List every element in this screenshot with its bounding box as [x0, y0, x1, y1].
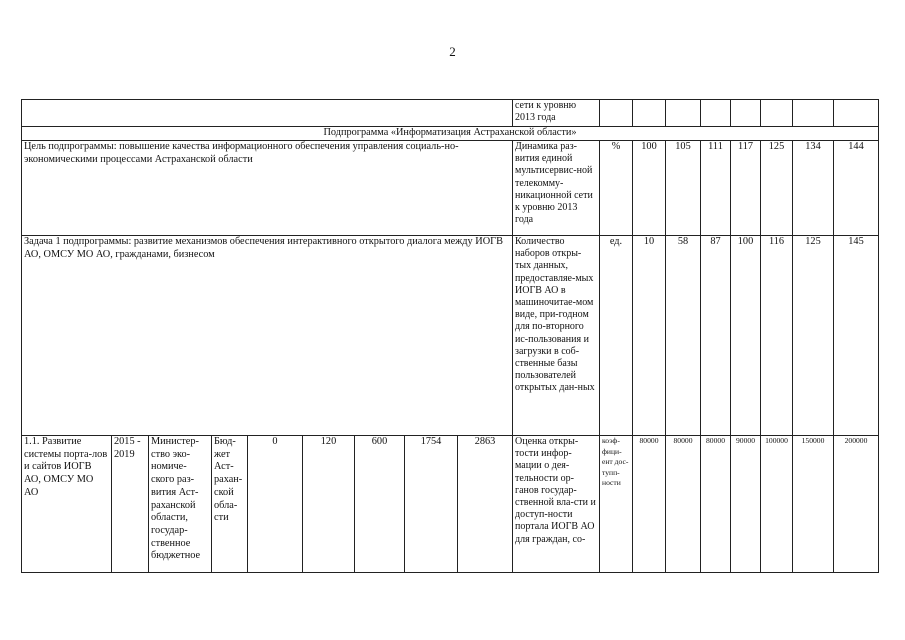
measure-amount: 120 [303, 436, 355, 573]
goal-value: 125 [761, 141, 793, 236]
subprogram-title-row [22, 127, 879, 141]
goal-unit: % [600, 141, 633, 236]
task-value: 10 [633, 236, 666, 436]
goal-text: Цель подпрограммы: повышение качества информационного обеспечения управления социаль-но-экономическими процессами Астраханской области [22, 141, 513, 236]
program-table [21, 99, 879, 573]
value-cell [633, 100, 666, 127]
goal-value: 117 [731, 141, 761, 236]
task-value: 58 [666, 236, 701, 436]
measure-value: 150000 [793, 436, 834, 573]
goal-value: 100 [633, 141, 666, 236]
task-indicator: Количество наборов откры-тых данных, предоставляе-мых ИОГВ АО в машиночитае-мом виде, при-годном для по-вторного ис-пользования и загрузки в соб-ственные базы пользователей открытых дан-ных [513, 236, 600, 436]
goal-value: 105 [666, 141, 701, 236]
measure-amount: 1754 [405, 436, 458, 573]
task-text: Задача 1 подпрограммы: развитие механизмов обеспечения интерактивного открытого диалога между ИОГВ АО, ОМСУ МО АО, гражданами, бизнесом [22, 236, 513, 436]
task-value: 100 [731, 236, 761, 436]
value-cell [731, 100, 761, 127]
measure-value: 80000 [633, 436, 666, 573]
value-cell [834, 100, 879, 127]
task-unit: ед. [600, 236, 633, 436]
task-row [22, 236, 879, 436]
measure-row [22, 436, 879, 573]
goal-value: 134 [793, 141, 834, 236]
continuation-blank-cell [22, 100, 513, 127]
measure-value: 90000 [731, 436, 761, 573]
measure-amount: 2863 [458, 436, 513, 573]
measure-executor: Министер-ство эко-номиче-ского раз-вития Аст-раханской области, государ-ственное бюджетное [149, 436, 212, 573]
measure-period: 2015 - 2019 [112, 436, 149, 573]
value-cell [761, 100, 793, 127]
continuation-row [22, 100, 879, 127]
task-value: 145 [834, 236, 879, 436]
goal-value: 144 [834, 141, 879, 236]
measure-source: Бюд-жет Аст-рахан-ской обла-сти [212, 436, 248, 573]
measure-amount: 0 [248, 436, 303, 573]
measure-value: 200000 [834, 436, 879, 573]
task-value: 87 [701, 236, 731, 436]
subprogram-title: Подпрограмма «Информатизация Астраханской области» [22, 127, 879, 141]
measure-unit: коэф-фици-ент дос-тупп-ности [600, 436, 633, 573]
value-cell [666, 100, 701, 127]
goal-value: 111 [701, 141, 731, 236]
goal-indicator: Динамика раз-вития единой мультисервис-ной телекомму-никационной сети к уровню 2013 года [513, 141, 600, 236]
page-number: 2 [449, 44, 456, 59]
measure-value: 80000 [701, 436, 731, 573]
task-value: 116 [761, 236, 793, 436]
value-cell [701, 100, 731, 127]
task-value: 125 [793, 236, 834, 436]
measure-value: 100000 [761, 436, 793, 573]
goal-row [22, 141, 879, 236]
measure-indicator: Оценка откры-тости инфор-мации о дея-тельности ор-ганов государ-ственной вла-сти и доступ-ности портала ИОГВ АО для граждан, со- [513, 436, 600, 573]
unit-cell [600, 100, 633, 127]
measure-name: 1.1. Развитие системы порта-лов и сайтов ИОГВ АО, ОМСУ МО АО [22, 436, 112, 573]
indicator-cell: сети к уровню 2013 года [513, 100, 600, 127]
measure-amount: 600 [355, 436, 405, 573]
measure-value: 80000 [666, 436, 701, 573]
value-cell [793, 100, 834, 127]
